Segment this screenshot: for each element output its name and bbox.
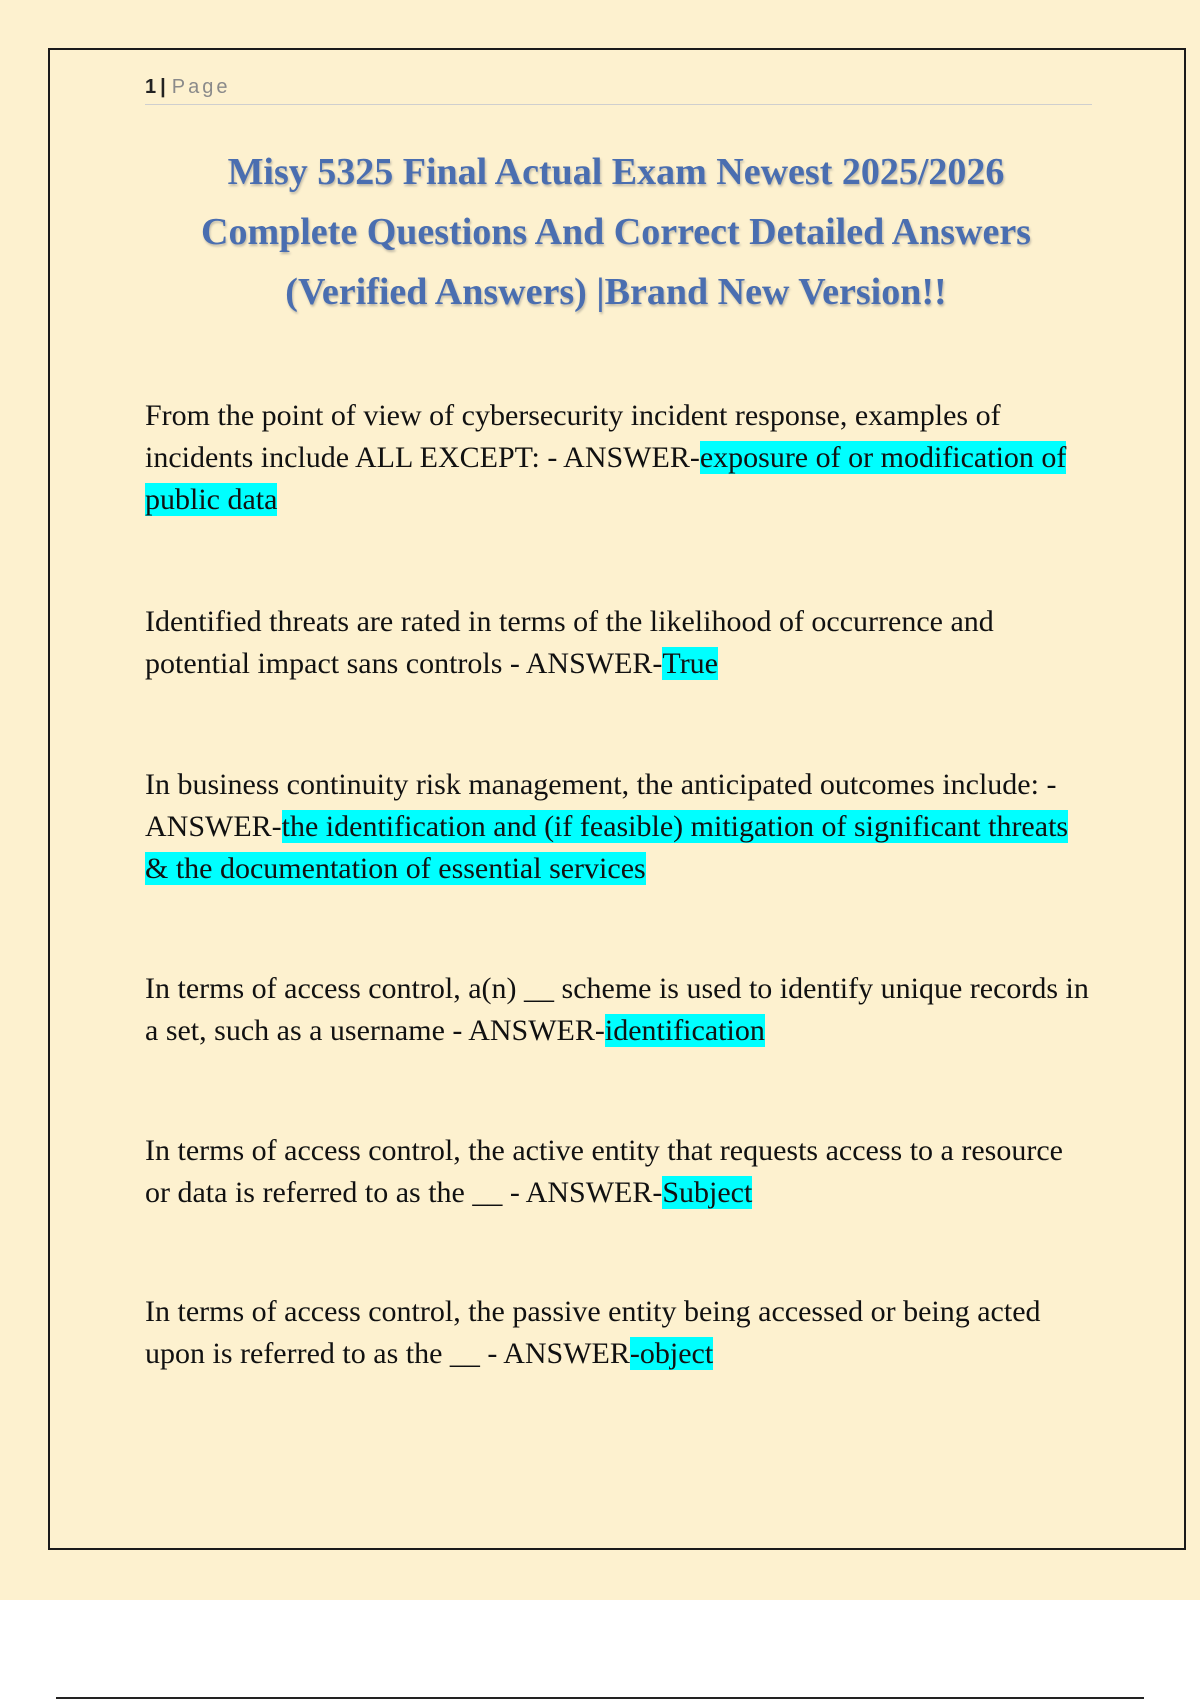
qa-item (145, 1130, 1095, 1214)
document-title-line: Misy 5325 Final Actual Exam Newest 2025/2026 (227, 151, 1005, 193)
question-text: From the point of view of cybersecurity incident response, examples of incidents include ALL EXCEPT: - ANSWER- (145, 399, 1001, 474)
question-text: In terms of access control, the active entity that requests access to a resource or data is referred to as the __ - ANSWER- (145, 1134, 1063, 1209)
question-text: Identified threats are rated in terms of the likelihood of occurrence and potential impact sans controls - ANSWER- (145, 605, 994, 680)
page-label: Page (171, 76, 231, 98)
answer-highlight: the identification and (if feasible) mitigation of significant threats & the documentation of essential services (145, 810, 1069, 885)
answer-highlight: exposure of or modification of public data (145, 441, 1067, 516)
answer-highlight: Subject (662, 1176, 753, 1209)
qa-item (145, 764, 1095, 890)
answer-highlight: identification (604, 1014, 765, 1047)
document-title-line: (Verified Answers) |Brand New Version!! (285, 271, 947, 313)
qa-item (145, 1291, 1095, 1375)
page-header-separator: | (160, 76, 166, 98)
question-text: In business continuity risk management, the anticipated outcomes include: - ANSWER- (145, 768, 1057, 843)
document-title-line: Complete Questions And Correct Detailed Answers (201, 211, 1031, 253)
qa-item (145, 968, 1095, 1052)
answer-highlight: -object (629, 1337, 714, 1370)
question-text: In terms of access control, a(n) __ scheme is used to identify unique records in a set, such as a username - ANSWER- (145, 972, 1089, 1047)
footer-rule (56, 1697, 1144, 1699)
qa-item (145, 395, 1095, 521)
document-title (130, 142, 1102, 322)
answer-highlight: True (662, 647, 718, 680)
qa-item (145, 601, 1095, 685)
page-number: 1 (145, 76, 157, 98)
page-header (145, 74, 1092, 105)
question-text: In terms of access control, the passive entity being accessed or being acted upon is referred to as the __ - ANSWER (145, 1295, 1041, 1370)
